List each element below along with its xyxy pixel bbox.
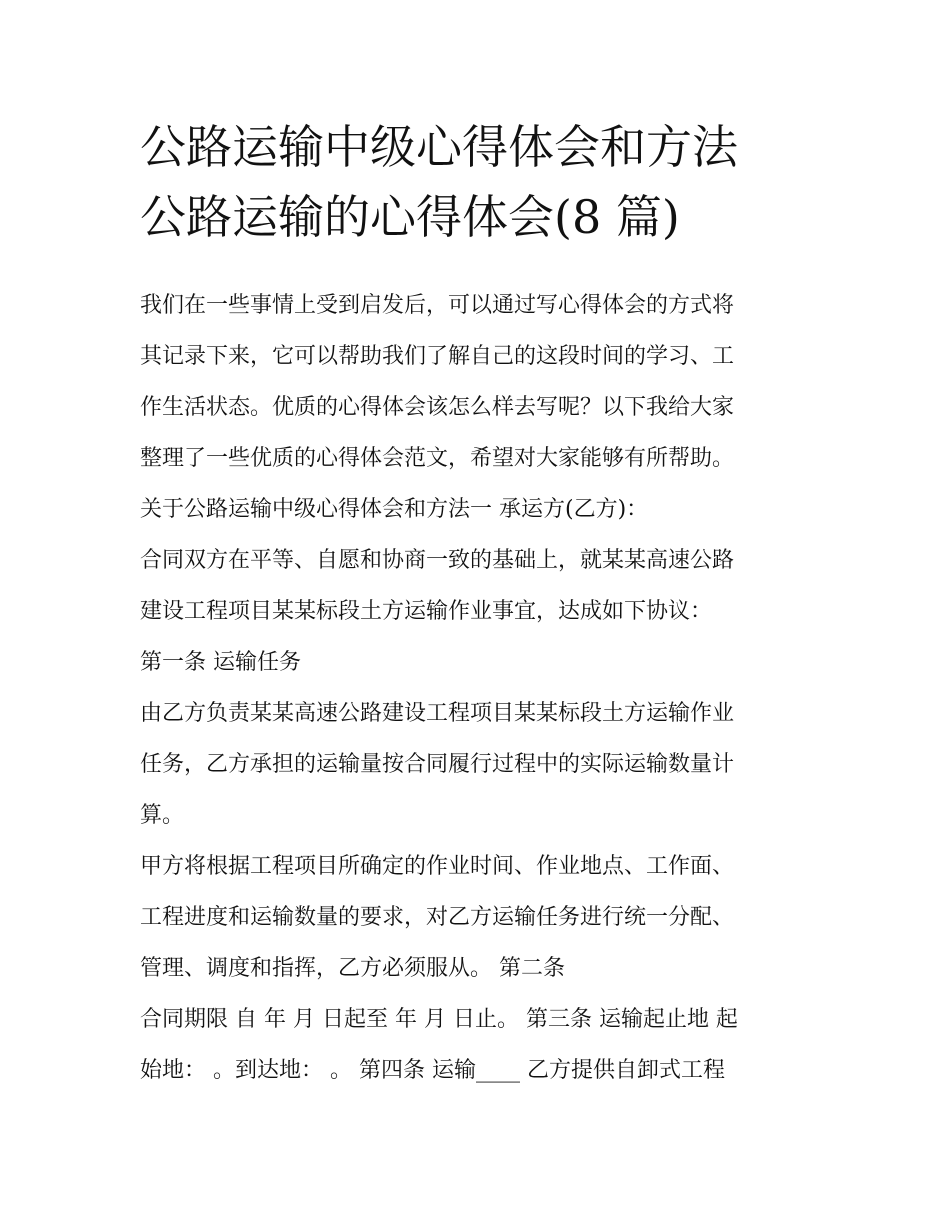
body-line-8: 第一条 运输任务 [140,650,301,675]
body-line-6: 合同双方在平等、自愿和协商一致的基础上，就某某高速公路 [140,548,735,573]
body-line-4: 整理了一些优质的心得体会范文，希望对大家能够有所帮助。 [140,446,735,471]
body-line-2: 其记录下来，它可以帮助我们了解自己的这段时间的学习、工 [140,344,735,369]
body-line-14: 管理、调度和指挥，乙方必须服从。 第二条 [140,956,565,981]
body-line-12: 甲方将根据工程项目所确定的作业时间、作业地点、工作面、 [140,854,735,879]
body-line-16: 始地： 。到达地： 。 第四条 运输____ 乙方提供自卸式工程 [140,1058,725,1083]
body-line-7: 建设工程项目某某标段土方运输作业事宜，达成如下协议： [140,599,713,624]
body-line-13: 工程进度和运输数量的要求，对乙方运输任务进行统一分配、 [140,905,735,930]
body-line-11: 算。 [140,803,185,828]
body-line-3: 作生活状态。优质的心得体会该怎么样去写呢？以下我给大家 [140,395,735,420]
document-body [140,280,820,1096]
title-line-1: 公路运输中级心得体会和方法 [140,120,738,174]
body-line-10: 任务，乙方承担的运输量按合同履行过程中的实际运输数量计 [140,752,735,777]
title-line-2: 公路运输的心得体会(8 篇) [140,190,680,244]
body-line-1: 我们在一些事情上受到启发后，可以通过写心得体会的方式将 [140,293,735,318]
document-title [140,112,840,252]
body-line-15: 合同期限 自 年 月 日起至 年 月 日止。 第三条 运输起止地 起 [140,1007,738,1032]
body-line-5: 关于公路运输中级心得体会和方法一 承运方(乙方)： [140,497,649,522]
body-line-9: 由乙方负责某某高速公路建设工程项目某某标段土方运输作业 [140,701,735,726]
